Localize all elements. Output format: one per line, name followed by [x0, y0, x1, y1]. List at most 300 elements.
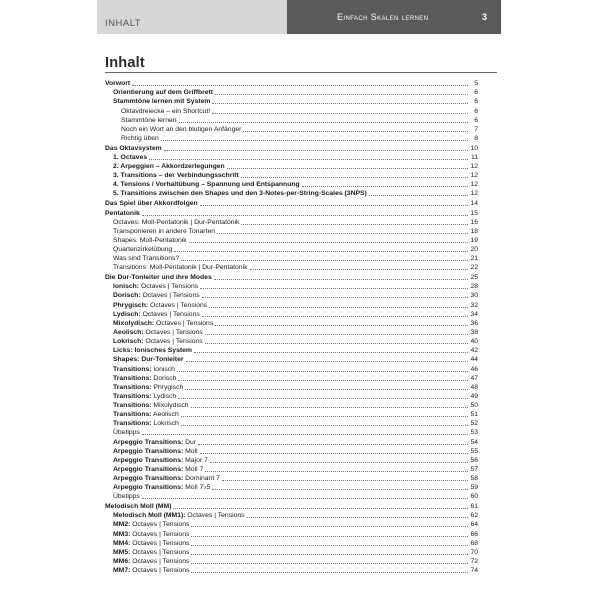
toc-entry-title — [113, 254, 179, 263]
toc-entry-row — [105, 474, 478, 483]
toc-entry-bold-prefix: MM2: — [113, 521, 131, 529]
toc-dot-leader — [142, 434, 468, 435]
toc-entry-row — [105, 456, 478, 465]
toc-page-number: 6 — [474, 89, 478, 97]
toc-entry-row — [105, 153, 478, 162]
toc-dot-leader — [212, 113, 468, 114]
toc-entry-title — [113, 456, 208, 465]
toc-page-number: 52 — [470, 420, 478, 428]
toc-page-number: 25 — [470, 274, 478, 282]
toc-entry-row — [105, 134, 478, 143]
toc-entry-title — [113, 428, 140, 437]
toc-entry-row — [105, 401, 478, 410]
toc-entry-title — [113, 282, 198, 291]
toc-entry-text: Lydisch — [151, 392, 177, 400]
toc-dot-leader — [132, 85, 468, 86]
toc-entry-row — [105, 328, 478, 337]
toc-entry-title — [113, 236, 187, 245]
toc-entry-bold-prefix: MM7: — [113, 567, 131, 575]
toc-entry-text: Moll — [183, 447, 198, 455]
toc-entry-row — [105, 346, 478, 355]
toc-entry-row — [105, 419, 478, 428]
toc-dot-leader — [241, 177, 468, 178]
toc-entry-bold-prefix: Dorisch: — [113, 292, 141, 300]
toc-page-number: 72 — [470, 557, 478, 565]
toc-entry-title — [113, 365, 175, 374]
toc-page-number: 58 — [470, 475, 478, 483]
toc-entry-title — [113, 97, 210, 106]
document-page — [97, 0, 501, 600]
toc-entry-text: Stammtöne lernen — [121, 116, 177, 124]
toc-page-number: 74 — [470, 567, 478, 575]
toc-entry-row — [105, 355, 478, 364]
toc-dot-leader — [191, 407, 468, 408]
toc-page-number: 40 — [470, 338, 478, 346]
toc-entry-title — [113, 162, 225, 171]
toc-entry-text: Phrygisch — [151, 383, 184, 391]
toc-page-number: 6 — [474, 107, 478, 115]
toc-entry-row — [105, 557, 478, 566]
toc-page-number: 57 — [470, 466, 478, 474]
toc-entry-text: Moll 7♭5 — [183, 484, 211, 492]
toc-dot-leader — [191, 545, 468, 546]
toc-entry-title — [105, 79, 130, 88]
toc-dot-leader — [214, 279, 468, 280]
toc-entry-text: Lokrisch — [151, 420, 179, 428]
toc-entry-row — [105, 263, 478, 272]
toc-entry-text: Octaves | Tensions — [143, 328, 203, 336]
toc-entry-row — [105, 428, 478, 437]
toc-entry-text: Octaves | Tensions — [130, 521, 190, 529]
toc-entry-bold-prefix: MM5: — [113, 548, 131, 556]
toc-entry-text: Octaves | Tensions — [140, 292, 200, 300]
toc-entry-row — [105, 364, 478, 373]
toc-page-number: 42 — [470, 347, 478, 355]
toc-entry-title — [113, 465, 203, 474]
toc-entry-row — [105, 171, 478, 180]
toc-entry-text: Ionisch — [151, 365, 175, 373]
toc-dot-leader — [200, 288, 468, 289]
toc-dot-leader — [164, 150, 468, 151]
toc-dot-leader — [250, 269, 469, 270]
toc-entry-text: Octaves | Tensions — [185, 512, 245, 520]
toc-entry-title — [113, 474, 220, 483]
toc-dot-leader — [205, 471, 468, 472]
toc-entry-title — [113, 392, 176, 401]
header-book-title: Einfach Skalen lernen — [337, 12, 429, 22]
toc-entry-title — [113, 227, 215, 236]
toc-entry-title — [113, 539, 189, 548]
toc-entry-bold-prefix: Arpeggio Transitions: — [113, 456, 184, 464]
toc-entry-title — [121, 116, 177, 125]
toc-dot-leader — [212, 489, 468, 490]
toc-entry-title — [113, 153, 147, 162]
toc-entry-text: 2. Arpeggien – Akkordzerlegungen — [113, 162, 225, 170]
toc-dot-leader — [178, 398, 468, 399]
toc-entry-bold-prefix: MM6: — [113, 557, 131, 565]
toc-page-number: 19 — [470, 237, 478, 245]
toc-entry-bold-prefix: Mixolydisch: — [113, 319, 155, 327]
toc-dot-leader — [142, 498, 468, 499]
toc-entry-row — [105, 410, 478, 419]
toc-page-number: 46 — [470, 365, 478, 373]
toc-entry-bold-prefix: Transitions: — [113, 402, 152, 410]
toc-dot-leader — [191, 536, 468, 537]
toc-dot-leader — [191, 563, 468, 564]
toc-entry-text: Transitions: Moll-Pentatonik | Dur-Pentatonik — [113, 264, 248, 272]
toc-dot-leader — [181, 416, 468, 417]
toc-entry-bold-prefix: Melodisch Moll (MM1): — [113, 512, 186, 520]
toc-entry-row — [105, 300, 478, 309]
toc-entry-bold-prefix: Transitions: — [113, 411, 152, 419]
toc-entry-bold-prefix: MM4: — [113, 539, 131, 547]
toc-entry-text: Das Oktavsystem — [105, 144, 162, 152]
toc-page-number: 12 — [470, 162, 478, 170]
toc-entry-title — [113, 483, 210, 492]
toc-entry-title — [105, 209, 140, 218]
toc-entry-row — [105, 319, 478, 328]
toc-entry-row — [105, 492, 478, 501]
toc-dot-leader — [200, 453, 468, 454]
toc-dot-leader — [194, 352, 468, 353]
toc-page-number: 20 — [470, 246, 478, 254]
toc-page-number: 60 — [470, 493, 478, 501]
toc-entry-bold-prefix: Transitions: — [113, 374, 152, 382]
toc-entry-text: Dorisch — [151, 374, 177, 382]
toc-entry-title — [105, 144, 162, 153]
toc-entry-text: Octaves | Tensions — [143, 338, 203, 346]
header-section-label: INHALT — [105, 18, 142, 29]
toc-page-number: 68 — [470, 539, 478, 547]
toc-entry-title — [113, 245, 172, 254]
toc-page-number: 8 — [474, 134, 478, 142]
toc-entry-text: Was sind Transitions? — [113, 255, 180, 263]
toc-entry-text: Octaves | Tensions — [139, 283, 199, 291]
toc-dot-leader — [210, 462, 468, 463]
toc-entry-text: Aeolisch — [151, 411, 179, 419]
toc-entry-text: Moll 7 — [183, 466, 204, 474]
toc-dot-leader — [173, 508, 468, 509]
toc-entry-title — [113, 319, 213, 328]
toc-entry-text: Richtig üben — [121, 134, 159, 142]
toc-entry-row — [105, 465, 478, 474]
toc-dot-leader — [174, 251, 468, 252]
toc-page-number: 62 — [470, 512, 478, 520]
toc-page-number: 53 — [470, 429, 478, 437]
toc-entry-title — [113, 337, 203, 346]
toc-entry-row — [105, 254, 478, 263]
toc-entry-bold-prefix: Phrygisch: — [113, 301, 149, 309]
toc-dot-leader — [241, 224, 468, 225]
toc-entry-row — [105, 88, 478, 97]
toc-dot-leader — [177, 371, 468, 372]
toc-entry-title — [113, 263, 248, 272]
toc-entry-title — [121, 125, 241, 134]
toc-entry-text: Die Dur-Tonleiter und ihre Modes — [105, 274, 212, 282]
toc-dot-leader — [181, 260, 468, 261]
toc-entry-bold-prefix: Lokrisch: — [113, 338, 144, 346]
toc-entry-text: 3. Transitions – der Verbindungsschritt — [113, 172, 239, 180]
toc-entry-row — [105, 520, 478, 529]
toc-entry-text: Dur — [183, 438, 197, 446]
toc-page-number: 49 — [470, 392, 478, 400]
page-title: Inhalt — [105, 55, 145, 71]
toc-dot-leader — [205, 334, 468, 335]
toc-page-number: 28 — [470, 283, 478, 291]
toc-entry-row — [105, 227, 478, 236]
toc-entry-text: 5. Transitions zwischen den Shapes und den 3-Notes-per-String-Scales (3NPS) — [113, 190, 367, 198]
toc-entry-title — [113, 218, 239, 227]
toc-entry-text: Stammtöne lernen mit System — [113, 98, 211, 106]
toc-page-number: 15 — [470, 209, 478, 217]
toc-entry-text: Octaves: Moll-Pentatonik | Dur-Pentatonik — [113, 218, 240, 226]
header-section-box — [97, 0, 287, 34]
toc-entry-title — [113, 171, 239, 180]
toc-entry-title — [105, 199, 198, 208]
toc-entry-text: Shapes: Moll-Pentatonik — [113, 237, 187, 245]
toc-entry-bold-prefix: Arpeggio Transitions: — [113, 447, 184, 455]
toc-entry-row — [105, 282, 478, 291]
toc-dot-leader — [191, 554, 468, 555]
toc-entry-row — [105, 374, 478, 383]
toc-entry-bold-prefix: Arpeggio Transitions: — [113, 466, 184, 474]
toc-entry-text: Oktavdreiecke – ein Shortcut! — [121, 107, 211, 115]
toc-entry-bold-prefix: Arpeggio Transitions: — [113, 484, 184, 492]
toc-entry-text: Dominant 7 — [183, 475, 220, 483]
toc-page-number: 16 — [470, 218, 478, 226]
toc-dot-leader — [215, 94, 468, 95]
toc-entry-title — [113, 419, 179, 428]
toc-chapter-row — [105, 143, 478, 152]
toc-page-number: 44 — [470, 356, 478, 364]
toc-entry-title — [113, 511, 245, 520]
toc-page-number: 34 — [470, 310, 478, 318]
toc-dot-leader — [215, 325, 468, 326]
toc-entry-row — [105, 310, 478, 319]
toc-entry-row — [105, 511, 478, 520]
toc-entry-row — [105, 566, 478, 575]
toc-chapter-row — [105, 273, 478, 282]
header-page-number: 3 — [481, 12, 487, 22]
toc-dot-leader — [191, 572, 468, 573]
toc-entry-text: Noch ein Wort an den blutigen Anfänger — [121, 125, 242, 133]
toc-entry-title — [113, 557, 189, 566]
toc-entry-text: Octaves | Tensions — [130, 557, 190, 565]
toc-entry-bold-prefix: MM3: — [113, 530, 131, 538]
toc-entry-bold-prefix: Lydisch: — [113, 310, 141, 318]
table-of-contents — [105, 79, 478, 575]
toc-page-number: 5 — [474, 80, 478, 88]
toc-entry-row — [105, 291, 478, 300]
toc-entry-title — [113, 374, 176, 383]
toc-entry-bold-prefix: Transitions: — [113, 392, 152, 400]
toc-entry-row — [105, 236, 478, 245]
toc-entry-bold-prefix: Transitions: — [113, 420, 152, 428]
toc-entry-bold-prefix: Transitions: — [113, 365, 152, 373]
toc-entry-text: Octaves | Tensions — [140, 310, 200, 318]
toc-entry-row — [105, 392, 478, 401]
toc-page-number: 11 — [470, 153, 478, 161]
toc-entry-row — [105, 245, 478, 254]
toc-entry-title — [113, 88, 213, 97]
toc-entry-bold-prefix: Transitions: — [113, 383, 152, 391]
toc-entry-text: Major 7 — [183, 456, 208, 464]
toc-entry-title — [105, 273, 212, 282]
toc-page-number: 64 — [470, 521, 478, 529]
toc-page-number: 22 — [470, 264, 478, 272]
toc-page-number: 48 — [470, 383, 478, 391]
toc-dot-leader — [222, 480, 468, 481]
toc-page-number: 66 — [470, 530, 478, 538]
toc-dot-leader — [243, 131, 468, 132]
toc-entry-bold-prefix: Arpeggio Transitions: — [113, 475, 184, 483]
toc-entry-title — [113, 401, 189, 410]
toc-entry-row — [105, 218, 478, 227]
toc-entry-text: Übetipps — [113, 429, 140, 437]
toc-entry-title — [113, 291, 200, 300]
toc-entry-text: 4. Tensions / Vorhaltübung – Spannung und Entspannung — [113, 181, 300, 189]
toc-entry-text: Octaves | Tensions — [148, 301, 208, 309]
toc-dot-leader — [247, 517, 468, 518]
toc-entry-title — [113, 520, 189, 529]
toc-entry-text: Octaves | Tensions — [130, 530, 190, 538]
toc-entry-title — [113, 383, 183, 392]
toc-dot-leader — [191, 526, 468, 527]
toc-page-number: 38 — [470, 328, 478, 336]
toc-dot-leader — [189, 242, 468, 243]
toc-entry-title — [113, 189, 367, 198]
toc-entry-text: Melodisch Moll (MM) — [105, 503, 172, 511]
toc-page-number: 12 — [470, 172, 478, 180]
toc-page-number: 54 — [470, 438, 478, 446]
toc-dot-leader — [302, 186, 468, 187]
toc-entry-title — [113, 492, 140, 501]
toc-entry-bold-prefix: Licks: Ionisches System — [113, 347, 192, 355]
toc-entry-title — [113, 301, 207, 310]
toc-dot-leader — [142, 215, 468, 216]
toc-dot-leader — [179, 122, 468, 123]
toc-entry-bold-prefix: Aeolisch: — [113, 328, 144, 336]
toc-chapter-row — [105, 208, 478, 217]
toc-entry-text: Übetipps — [113, 493, 140, 501]
toc-dot-leader — [178, 380, 468, 381]
toc-entry-text: Mixolydisch — [151, 402, 189, 410]
toc-entry-title — [113, 566, 189, 575]
toc-entry-row — [105, 529, 478, 538]
toc-dot-leader — [181, 425, 468, 426]
toc-entry-text: Orientierung auf dem Griffbrett — [113, 89, 214, 97]
title-underline — [105, 72, 497, 73]
toc-entry-bold-prefix: Shapes: Dur-Tonleiter — [113, 356, 184, 364]
toc-entry-row — [105, 437, 478, 446]
toc-page-number: 61 — [470, 503, 478, 511]
toc-page-number: 70 — [470, 548, 478, 556]
toc-entry-row — [105, 483, 478, 492]
toc-dot-leader — [209, 307, 468, 308]
toc-entry-bold-prefix: Ionisch: — [113, 283, 140, 291]
toc-entry-title — [121, 134, 159, 143]
toc-entry-text: Octaves | Tensions — [154, 319, 214, 327]
toc-page-number: 21 — [470, 255, 478, 263]
toc-entry-text: Vorwort — [105, 80, 131, 88]
toc-entry-text: 1. Octaves — [113, 153, 148, 161]
toc-entry-row — [105, 97, 478, 106]
toc-entry-bold-prefix: Arpeggio Transitions: — [113, 438, 184, 446]
toc-dot-leader — [198, 444, 468, 445]
toc-page-number: 32 — [470, 301, 478, 309]
toc-entry-title — [113, 346, 192, 355]
toc-chapter-row — [105, 199, 478, 208]
toc-entry-row — [105, 539, 478, 548]
toc-dot-leader — [186, 361, 469, 362]
toc-page-number: 7 — [474, 125, 478, 133]
page-header — [97, 0, 501, 34]
toc-entry-row — [105, 125, 478, 134]
toc-dot-leader — [212, 103, 468, 104]
toc-page-number: 18 — [470, 227, 478, 235]
toc-entry-title — [113, 310, 200, 319]
toc-dot-leader — [205, 343, 468, 344]
toc-entry-title — [105, 502, 171, 511]
toc-entry-text: Das Spiel über Akkordfolgen — [105, 199, 198, 207]
toc-dot-leader — [149, 159, 468, 160]
toc-dot-leader — [202, 316, 468, 317]
toc-entry-row — [105, 189, 478, 198]
toc-dot-leader — [202, 297, 468, 298]
toc-dot-leader — [161, 140, 468, 141]
header-title-box — [287, 0, 501, 34]
toc-entry-text: Pentatonik — [105, 209, 140, 217]
toc-page-number: 55 — [470, 447, 478, 455]
toc-page-number: 51 — [470, 411, 478, 419]
toc-entry-row — [105, 162, 478, 171]
toc-entry-row — [105, 180, 478, 189]
toc-entry-row — [105, 116, 478, 125]
toc-dot-leader — [369, 195, 468, 196]
toc-entry-title — [113, 548, 189, 557]
toc-entry-text: Quartenzirkelübung — [113, 246, 173, 254]
toc-entry-row — [105, 383, 478, 392]
toc-page-number: 14 — [470, 199, 478, 207]
toc-entry-title — [113, 410, 179, 419]
toc-entry-text: Octaves | Tensions — [130, 539, 190, 547]
toc-entry-text: Octaves | Tensions — [130, 548, 190, 556]
toc-entry-title — [113, 180, 300, 189]
toc-entry-title — [113, 447, 198, 456]
toc-dot-leader — [185, 389, 468, 390]
toc-page-number: 36 — [470, 319, 478, 327]
toc-dot-leader — [217, 233, 468, 234]
toc-entry-row — [105, 447, 478, 456]
toc-dot-leader — [200, 205, 468, 206]
toc-entry-title — [113, 438, 196, 447]
toc-entry-title — [113, 328, 203, 337]
toc-entry-title — [113, 355, 184, 364]
toc-page-number: 47 — [470, 374, 478, 382]
toc-chapter-row — [105, 79, 478, 88]
toc-page-number: 50 — [470, 402, 478, 410]
toc-entry-row — [105, 548, 478, 557]
toc-page-number: 6 — [474, 98, 478, 106]
toc-entry-row — [105, 106, 478, 115]
toc-entry-text: Octaves | Tensions — [130, 567, 190, 575]
toc-chapter-row — [105, 502, 478, 511]
toc-entry-title — [121, 107, 210, 116]
toc-entry-row — [105, 337, 478, 346]
toc-page-number: 56 — [470, 456, 478, 464]
toc-page-number: 12 — [470, 181, 478, 189]
toc-page-number: 59 — [470, 484, 478, 492]
